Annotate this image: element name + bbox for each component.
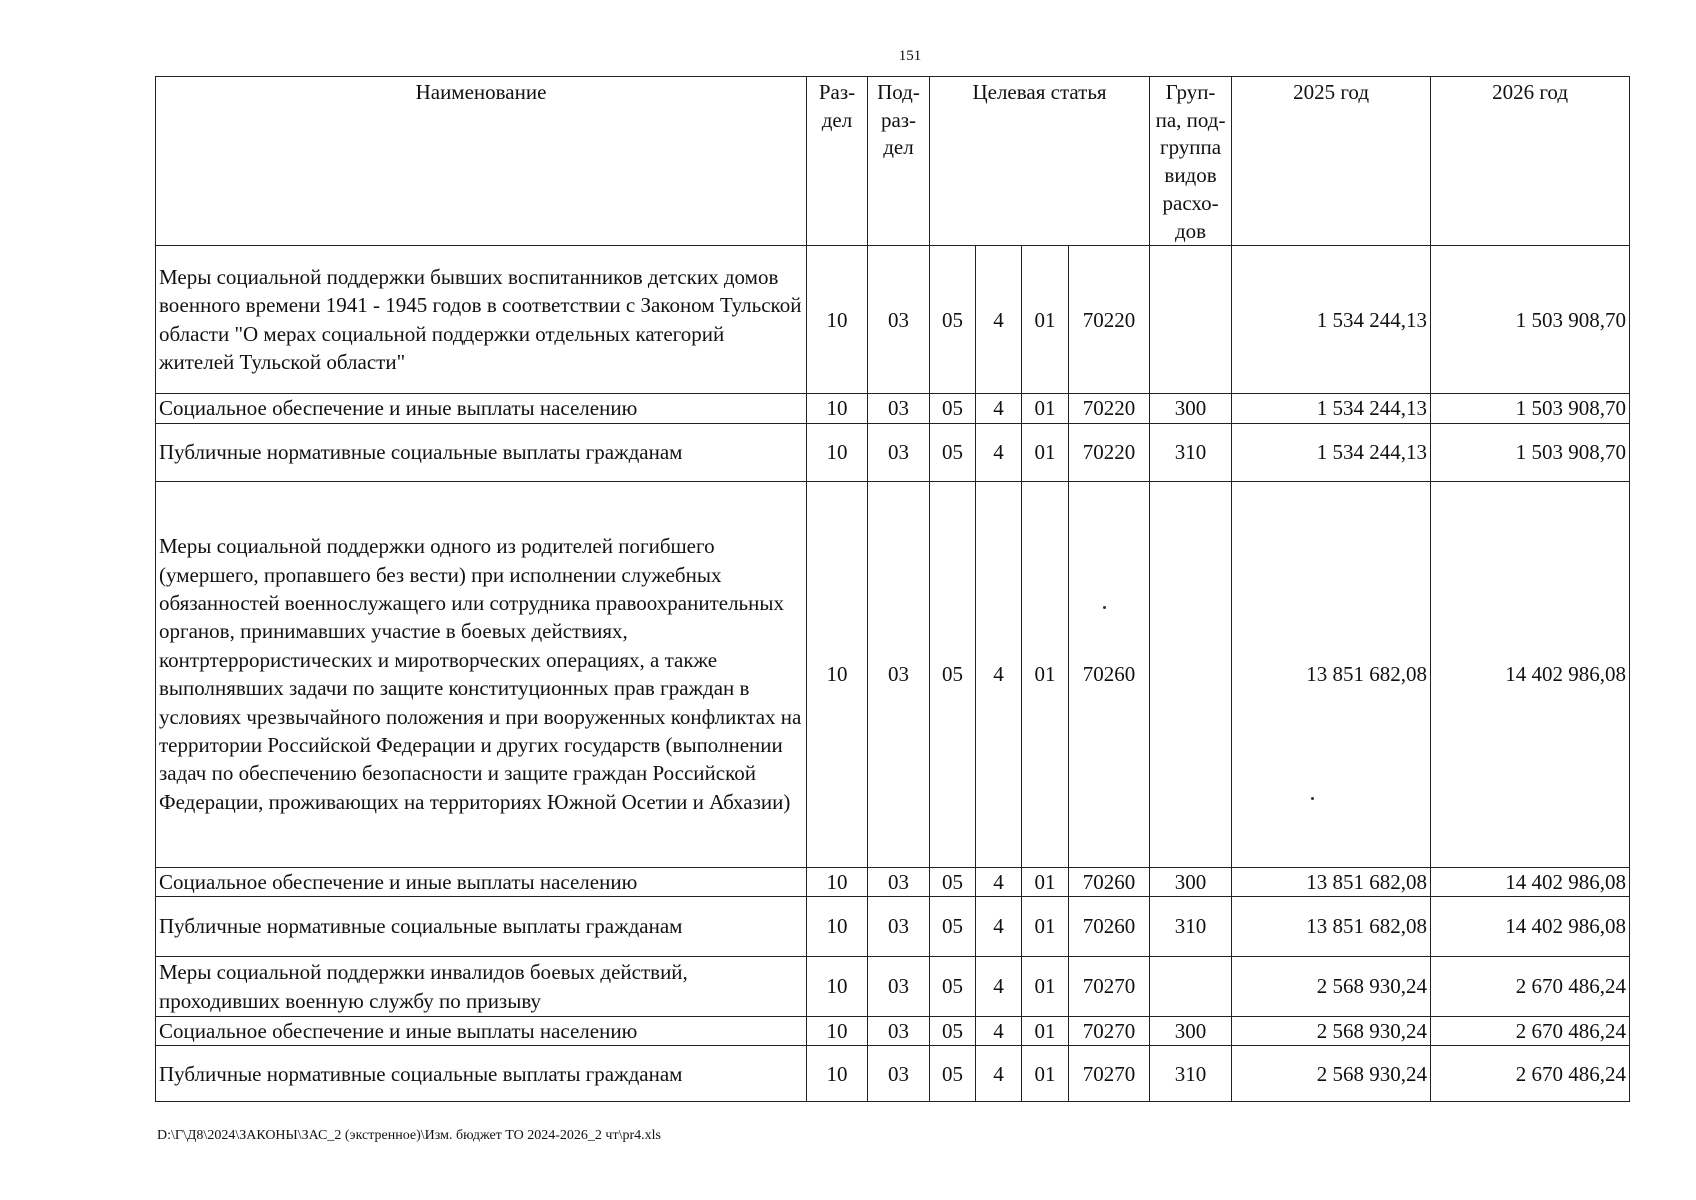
header-expense-group: Груп- па, под- группа видов расхо- дов: [1150, 77, 1232, 246]
row-target-type: 4: [976, 394, 1022, 423]
row-expense-group: 310: [1150, 897, 1232, 957]
row-section: 10: [807, 481, 868, 867]
table-row: [156, 423, 1630, 481]
row-expense-group: [1150, 246, 1232, 394]
row-section: 10: [807, 394, 868, 423]
row-section: 10: [807, 423, 868, 481]
row-amount-2025: 13 851 682,08: [1232, 481, 1431, 867]
row-expense-group: 310: [1150, 1046, 1232, 1102]
row-target-type: 4: [976, 1046, 1022, 1102]
row-amount-2026: 2 670 486,24: [1431, 1046, 1630, 1102]
row-amount-2025: 2 568 930,24: [1232, 1017, 1431, 1046]
row-section: 10: [807, 897, 868, 957]
row-target-program: 05: [930, 1046, 976, 1102]
row-name: Социальное обеспечение и иные выплаты населению: [156, 1017, 807, 1046]
row-name: Публичные нормативные социальные выплаты гражданам: [156, 1046, 807, 1102]
row-amount-2026: 1 503 908,70: [1431, 423, 1630, 481]
row-target-type: 4: [976, 1017, 1022, 1046]
table-row: [156, 394, 1630, 423]
row-amount-2025: 2 568 930,24: [1232, 1046, 1431, 1102]
row-target-type: 4: [976, 867, 1022, 896]
row-target-event: 01: [1022, 1017, 1069, 1046]
row-target-program: 05: [930, 394, 976, 423]
row-expense-group: 310: [1150, 423, 1232, 481]
scan-artifact-dot: [1311, 797, 1314, 800]
row-amount-2025: 1 534 244,13: [1232, 246, 1431, 394]
row-target-event: 01: [1022, 394, 1069, 423]
row-name: Публичные нормативные социальные выплаты гражданам: [156, 897, 807, 957]
table-row: [156, 1046, 1630, 1102]
row-name: Меры социальной поддержки бывших воспитанников детских домов военного времени 1941 - 1945 годов в соответствии с Законом Тульской области "О мерах социальной поддержки отдельных категорий жителей Тульской области": [156, 246, 807, 394]
table-header-row: [156, 77, 1630, 246]
row-amount-2025: 1 534 244,13: [1232, 423, 1431, 481]
row-expense-group: 300: [1150, 1017, 1232, 1046]
row-expense-group: [1150, 957, 1232, 1017]
row-target-type: 4: [976, 957, 1022, 1017]
header-name: Наименование: [156, 77, 807, 246]
row-target-program: 05: [930, 897, 976, 957]
footer-file-path: D:\Г\Д8\2024\ЗАКОНЫ\ЗАС_2 (экстренное)\Изм. бюджет ТО 2024-2026_2 чт\pr4.xls: [157, 1128, 661, 1143]
row-target-program: 05: [930, 867, 976, 896]
row-target-event: 01: [1022, 423, 1069, 481]
row-target-event: 01: [1022, 1046, 1069, 1102]
row-amount-2026: 14 402 986,08: [1431, 481, 1630, 867]
row-target-code: 70260: [1069, 897, 1150, 957]
header-subsection: Под- раз- дел: [868, 77, 930, 246]
row-target-code: 70270: [1069, 1017, 1150, 1046]
row-target-code: 70270: [1069, 1046, 1150, 1102]
row-amount-2025: 2 568 930,24: [1232, 957, 1431, 1017]
row-target-event: 01: [1022, 867, 1069, 896]
table-row: [156, 867, 1630, 896]
row-target-program: 05: [930, 1017, 976, 1046]
row-subsection: 03: [868, 246, 930, 394]
table-row: [156, 246, 1630, 394]
row-expense-group: 300: [1150, 867, 1232, 896]
row-subsection: 03: [868, 423, 930, 481]
page-number: 151: [898, 48, 922, 64]
row-amount-2026: 14 402 986,08: [1431, 867, 1630, 896]
row-target-event: 01: [1022, 481, 1069, 867]
row-amount-2025: 13 851 682,08: [1232, 897, 1431, 957]
row-name: Социальное обеспечение и иные выплаты населению: [156, 394, 807, 423]
row-name: Социальное обеспечение и иные выплаты населению: [156, 867, 807, 896]
row-subsection: 03: [868, 957, 930, 1017]
row-amount-2026: 2 670 486,24: [1431, 1017, 1630, 1046]
row-subsection: 03: [868, 394, 930, 423]
row-amount-2026: 1 503 908,70: [1431, 394, 1630, 423]
row-subsection: 03: [868, 897, 930, 957]
row-target-program: 05: [930, 423, 976, 481]
budget-table: [155, 76, 1630, 1102]
row-amount-2025: 13 851 682,08: [1232, 867, 1431, 896]
row-target-event: 01: [1022, 957, 1069, 1017]
table-row: [156, 897, 1630, 957]
row-target-code: 70260: [1069, 481, 1150, 867]
row-section: 10: [807, 1046, 868, 1102]
row-target-program: 05: [930, 246, 976, 394]
row-target-type: 4: [976, 897, 1022, 957]
row-target-program: 05: [930, 957, 976, 1017]
header-section: Раз- дел: [807, 77, 868, 246]
row-expense-group: [1150, 481, 1232, 867]
scan-artifact-dot: [1103, 606, 1106, 609]
table-row: [156, 957, 1630, 1017]
header-year-2026: 2026 год: [1431, 77, 1630, 246]
header-year-2025: 2025 год: [1232, 77, 1431, 246]
header-target-article: Целевая статья: [930, 77, 1150, 246]
row-target-code: 70270: [1069, 957, 1150, 1017]
row-section: 10: [807, 1017, 868, 1046]
row-target-code: 70220: [1069, 423, 1150, 481]
row-subsection: 03: [868, 481, 930, 867]
row-target-type: 4: [976, 423, 1022, 481]
row-amount-2026: 2 670 486,24: [1431, 957, 1630, 1017]
row-amount-2026: 14 402 986,08: [1431, 897, 1630, 957]
row-amount-2025: 1 534 244,13: [1232, 394, 1431, 423]
row-section: 10: [807, 246, 868, 394]
row-name: Меры социальной поддержки инвалидов боевых действий, проходивших военную службу по призыву: [156, 957, 807, 1017]
row-amount-2026: 1 503 908,70: [1431, 246, 1630, 394]
row-target-code: 70220: [1069, 394, 1150, 423]
row-section: 10: [807, 867, 868, 896]
row-target-type: 4: [976, 246, 1022, 394]
table-row: [156, 481, 1630, 867]
table-row: [156, 1017, 1630, 1046]
row-target-code: 70260: [1069, 867, 1150, 896]
row-target-event: 01: [1022, 246, 1069, 394]
row-subsection: 03: [868, 1017, 930, 1046]
row-target-event: 01: [1022, 897, 1069, 957]
row-section: 10: [807, 957, 868, 1017]
row-name: Меры социальной поддержки одного из родителей погибшего (умершего, пропавшего без вести) при исполнении служебных обязанностей военнослужащего или сотрудника правоохранительных органов, принимавших участие в боевых действиях, контртеррористических и миротворческих операциях, а также выполнявших задачи по защите конституционных прав граждан в условиях чрезвычайного положения и при вооруженных конфликтах на территории Российской Федерации и других государств (выполнении задач по обеспечению безопасности и защите граждан Российской Федерации, проживающих на территориях Южной Осетии и Абхазии): [156, 481, 807, 867]
row-subsection: 03: [868, 867, 930, 896]
row-name: Публичные нормативные социальные выплаты гражданам: [156, 423, 807, 481]
row-target-program: 05: [930, 481, 976, 867]
row-subsection: 03: [868, 1046, 930, 1102]
row-target-code: 70220: [1069, 246, 1150, 394]
row-expense-group: 300: [1150, 394, 1232, 423]
row-target-type: 4: [976, 481, 1022, 867]
